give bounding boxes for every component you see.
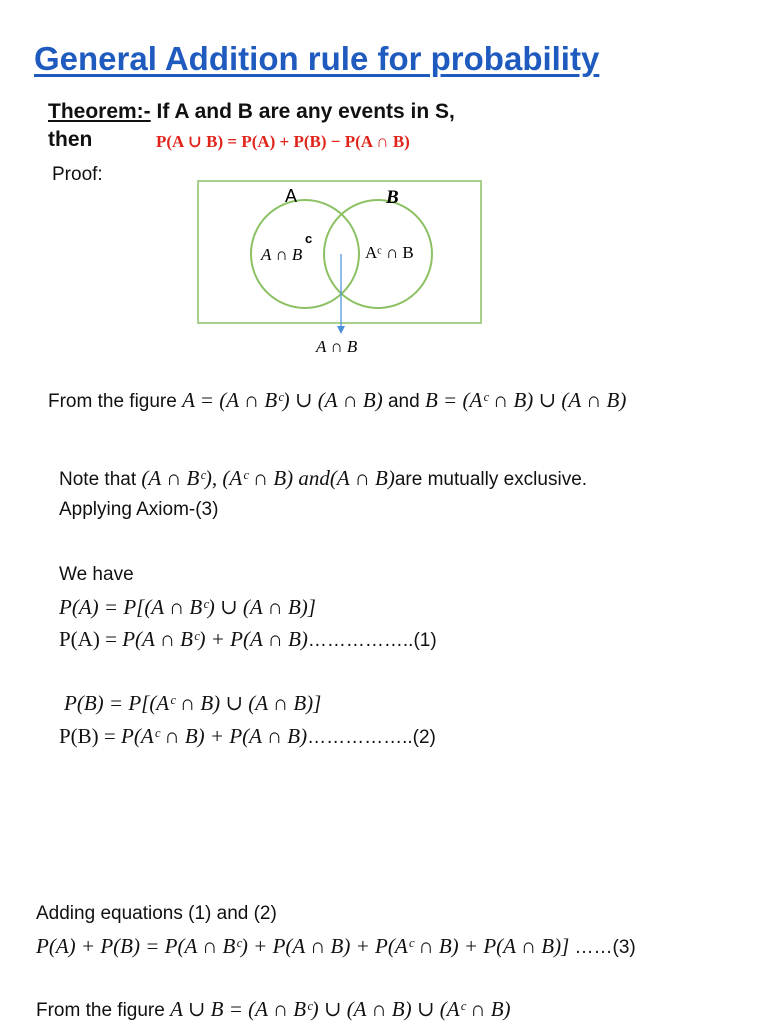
venn-intersection-label: A ∩ B (316, 337, 358, 356)
eq-sum (36, 934, 636, 959)
venn-universe-box (198, 181, 481, 323)
note-suffix: are mutually exclusive. (394, 469, 588, 490)
eq-pb-2-rhs: P(Aᶜ ∩ B) + P(A ∩ B) (121, 724, 308, 748)
note-line (59, 466, 587, 491)
venn-region-right: Aᶜ ∩ B (365, 243, 414, 262)
figure-line-1 (48, 388, 626, 413)
we-have-line: We have (59, 564, 134, 585)
eq-pa-2-lhs: P(A) = (59, 627, 123, 651)
theorem-text: If A and B are any events in S, (150, 100, 455, 123)
eq-tag-1: ……………..(1) (307, 630, 437, 651)
venn-region-left: A ∩ B (261, 245, 303, 264)
eq-pb-2-lhs: P(B) = (59, 724, 122, 748)
figure-line-1-prefix: From the figure (48, 391, 183, 412)
eq-pb-2 (59, 724, 436, 749)
eq-tag-3: ……(3) (569, 937, 636, 958)
eq-pb-1: P(B) = P[(Aᶜ ∩ B) ∪ (A ∩ B)] (64, 691, 322, 715)
figure-eq-b: B = (Aᶜ ∩ B) ∪ (A ∩ B) (424, 388, 627, 412)
figure-eq-union: A ∪ B = (A ∩ Bᶜ) ∪ (A ∩ B) ∪ (Aᶜ ∩ B) (170, 997, 511, 1021)
figure-line-1-and: and (382, 391, 425, 412)
note-prefix: Note that (59, 469, 142, 490)
venn-label-b: B (386, 187, 399, 208)
theorem-statement (48, 100, 455, 124)
eq-pa-2 (59, 627, 437, 652)
page-title: General Addition rule for probability (34, 40, 600, 77)
eq-sum-expr: P(A) + P(B) = P(A ∩ Bᶜ) + P(A ∩ B) + P(Aᶜ ∩ B) + P(A ∩ B)] (36, 934, 570, 958)
eq-pa-1: P(A) = P[(A ∩ Bᶜ) ∪ (A ∩ B)] (59, 595, 316, 619)
venn-label-a: A (285, 186, 298, 206)
axiom-line: Applying Axiom-(3) (59, 499, 219, 520)
eq-pa-2-rhs: P(A ∩ Bᶜ) + P(A ∩ B) (122, 627, 308, 651)
note-sets: (A ∩ Bᶜ), (Aᶜ ∩ B) and(A ∩ B) (141, 466, 395, 490)
eq-tag-2: ……………..(2) (307, 727, 436, 748)
figure-eq-a: A = (A ∩ Bᶜ) ∪ (A ∩ B) (182, 388, 383, 412)
adding-line: Adding equations (1) and (2) (36, 903, 277, 924)
venn-region-left-sup: c (305, 231, 313, 246)
venn-arrow-head (337, 326, 345, 334)
venn-diagram (195, 178, 485, 368)
proof-label: Proof: (52, 164, 103, 185)
figure-line-last (36, 997, 511, 1022)
theorem-then: then (48, 128, 93, 151)
theorem-formula: P(A ∪ B) = P(A) + P(B) − P(A ∩ B) (156, 132, 410, 151)
theorem-label: Theorem:- (48, 100, 151, 123)
figure-line-last-prefix: From the figure (36, 1000, 171, 1021)
